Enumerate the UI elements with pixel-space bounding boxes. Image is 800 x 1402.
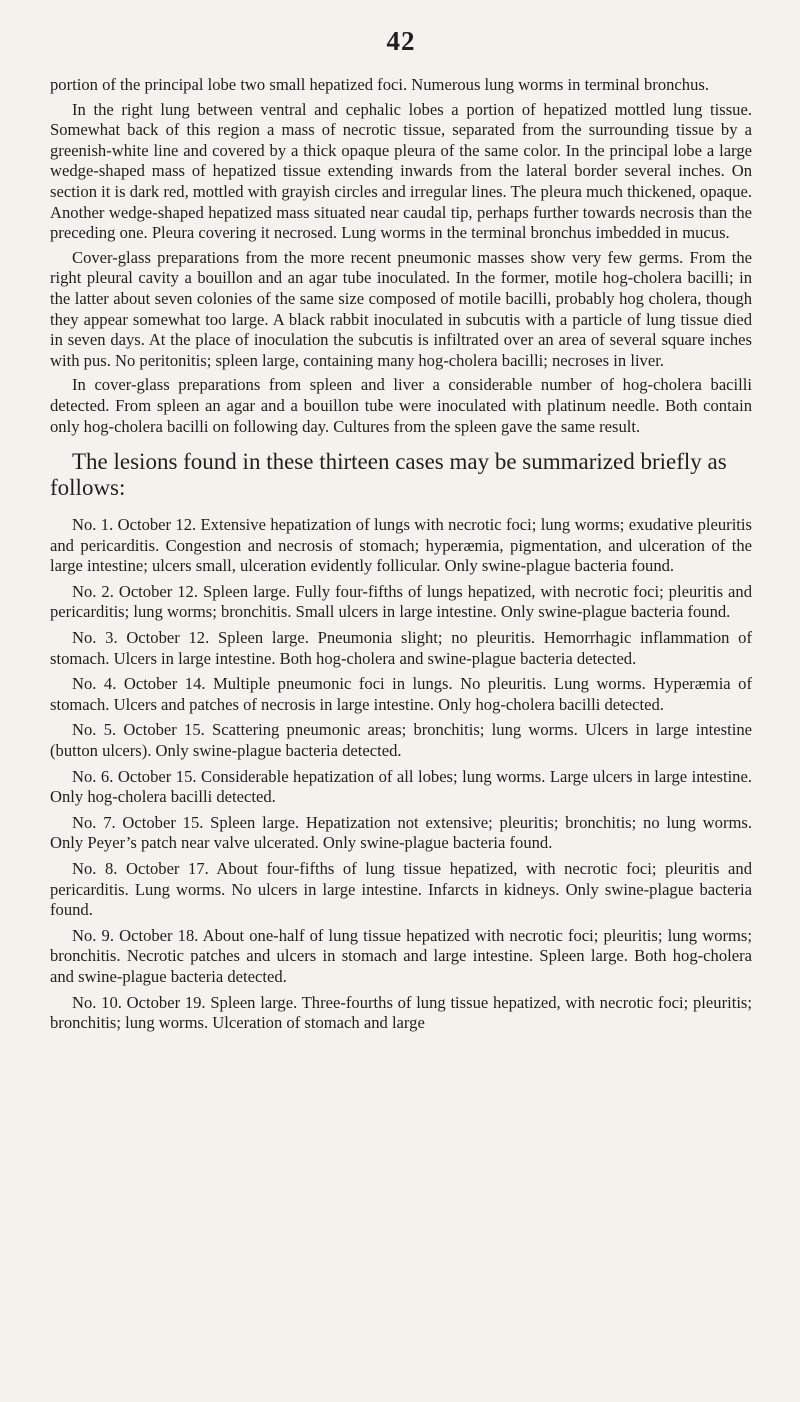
paragraph-right-lung: In the right lung between ventral and cephalic lobes a portion of hepatized mottled lung tissue. Somewhat back of this region a mass of necrotic tissue, separated from the surrounding tissue by a greenish-white line and covered by a thick opaque pleura of the same color. In the principal lobe a large wedge-shaped mass of hepatized tissue extending inwards from the lateral border several inches. On section it is dark red, mottled with grayish circles and irregular lines. The pleura much thickened, opaque. Another wedge-shaped hepatized mass situated near caudal tip, perhaps further towards necrosis than the preceding one. Pleura covering it necrosed. Lung worms in the terminal bronchus imbedded in mucus.	[50, 99, 752, 243]
case-entry-4: No. 4. October 14. Multiple pneumonic foci in lungs. No pleuritis. Lung worms. Hyperæmia of stomach. Ulcers and patches of necrosis in large intestine. Only hog-cholera bacilli detected.	[50, 674, 752, 714]
paragraph-continuation: portion of the principal lobe two small hepatized foci. Numerous lung worms in terminal bronchus.	[50, 75, 709, 94]
case-entry-7: No. 7. October 15. Spleen large. Hepatization not extensive; pleuritis; bronchitis; no lung worms. Only Peyer’s patch near valve ulcerated. Only swine-plague bacteria found.	[50, 812, 752, 853]
paragraph-cover-glass: Cover-glass preparations from the more recent pneumonic masses show very few germs. From the right pleural cavity a bouillon and an agar tube inoculated. In the former, motile hog-cholera bacilli; in the latter about seven colonies of the same size composed of motile bacilli, probably hog cholera, though they appear somewhat too large. A black rabbit inoculated in subcutis with a particle of lung tissue died in seven days. At the place of inoculation the subcutis is infiltrated over an area of several square inches with pus. No peritonitis; spleen large, containing many hog-cholera bacilli; necroses in liver.	[50, 247, 752, 370]
paragraph-spleen-liver: In cover-glass preparations from spleen and liver a considerable number of hog-cholera bacilli detected. From spleen an agar and a bouillon tube were inoculated with platinum needle. Both contain only hog-cholera bacilli on following day. Cultures from the spleen gave the same result.	[50, 375, 752, 436]
case-entry-9: No. 9. October 18. About one-half of lung tissue hepatized with necrotic foci; pleuritis; lung worms; bronchitis. Necrotic patches and ulcers in stomach and large intestine. Spleen large. Both hog-cholera and swine-plague bacteria detected.	[50, 925, 752, 986]
case-entry-8: No. 8. October 17. About four-fifths of lung tissue hepatized, with necrotic foci; pleuritis and pericarditis. Lung worms. No ulcers in large intestine. Infarcts in kidneys. Only swine-plague bacteria found.	[50, 859, 752, 920]
case-entry-3: No. 3. October 12. Spleen large. Pneumonia slight; no pleuritis. Hemorrhagic inflammation of stomach. Ulcers in large intestine. Both hog-cholera and swine-plague bacteria detected.	[50, 628, 752, 668]
case-entry-5: No. 5. October 15. Scattering pneumonic areas; bronchitis; lung worms. Ulcers in large intestine (button ulcers). Only swine-plague bacteria detected.	[50, 720, 752, 761]
summary-heading: The lesions found in these thirteen cases may be summarized briefly as follows:	[50, 449, 727, 501]
page-number: 42	[386, 26, 416, 56]
case-entry-10: No. 10. October 19. Spleen large. Three-fourths of lung tissue hepatized, with necrotic foci; pleuritis; bronchitis; lung worms. Ulceration of stomach and large	[50, 992, 752, 1033]
case-entry-6: No. 6. October 15. Considerable hepatization of all lobes; lung worms. Large ulcers in large intestine. Only hog-cholera bacilli detected.	[50, 766, 752, 807]
case-entry-1: No. 1. October 12. Extensive hepatization of lungs with necrotic foci; lung worms; exudative pleuritis and pericarditis. Congestion and necrosis of stomach; hyperæmia, pigmentation, and ulceration of the large intestine; ulcers small, ulceration evidently follicular. Only swine-plague bacteria found.	[50, 515, 752, 576]
case-entry-2: No. 2. October 12. Spleen large. Fully four-fifths of lungs hepatized, with necrotic foci; pleuritis and pericarditis; lung worms; bronchitis. Small ulcers in large intestine. Only swine-plague bacteria found.	[50, 581, 752, 622]
